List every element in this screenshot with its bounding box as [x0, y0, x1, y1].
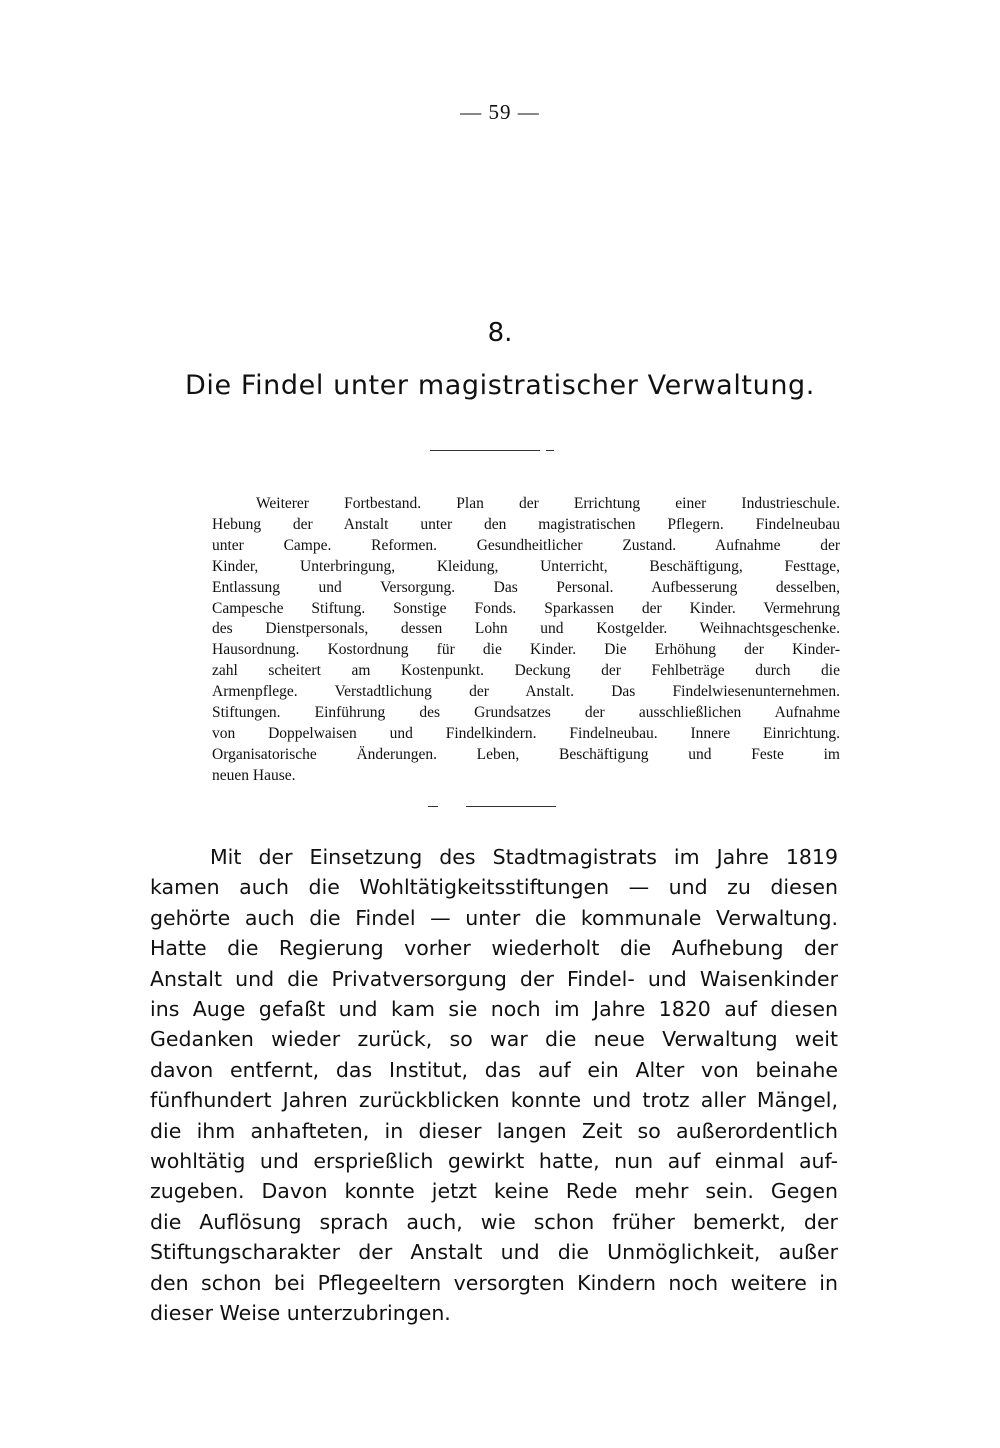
body-line: kamen auch die Wohltätigkeitsstiftungen — und zu diesen — [150, 875, 838, 900]
summary-line: zahl scheitert am Kostenpunkt. Deckung der Fehlbeträge durch die — [212, 662, 840, 680]
body-paragraph — [150, 842, 838, 1329]
body-line: gehörte auch die Findel — unter die kommunale Verwaltung. — [150, 905, 838, 930]
body-line: den schon bei Pflegeeltern versorgten Kindern noch weitere in — [150, 1270, 838, 1295]
summary-line: Hebung der Anstalt unter den magistratischen Pflegern. Findelneubau — [212, 515, 840, 533]
body-line: ins Auge gefaßt und kam sie noch im Jahre 1820 auf diesen — [150, 997, 838, 1022]
body-line: wohltätig und ersprießlich gewirkt hatte, nun auf einmal auf- — [150, 1149, 838, 1174]
body-line: Anstalt und die Privatversorgung der Findel- und Waisenkinder — [150, 966, 838, 991]
divider-bottom — [466, 806, 556, 807]
summary-line: Hausordnung. Kostordnung für die Kinder. Die Erhöhung der Kinder- — [212, 641, 840, 659]
divider-top-dash — [546, 450, 554, 451]
body-line: Stiftungscharakter der Anstalt und die Unmöglichkeit, außer — [150, 1240, 838, 1265]
body-line: Hatte die Regierung vorher wiederholt die Aufhebung der — [150, 936, 838, 961]
body-line: dieser Weise unterzubringen. — [150, 1301, 451, 1326]
body-line: die ihm anhafteten, in dieser langen Zeit so außerordentlich — [150, 1118, 838, 1143]
chapter-number: 8. — [487, 318, 513, 348]
body-line: die Auflösung sprach auch, wie schon früher bemerkt, der — [150, 1209, 838, 1234]
summary-line: Stiftungen. Einführung des Grundsatzes der ausschließlichen Aufnahme — [212, 704, 840, 722]
summary-line: Organisatorische Änderungen. Leben, Beschäftigung und Feste im — [212, 745, 840, 763]
summary-line: des Dienstpersonals, dessen Lohn und Kostgelder. Weihnachtsgeschenke. — [212, 620, 840, 638]
summary-line: neuen Hause. — [212, 766, 296, 784]
chapter-summary — [212, 494, 840, 787]
chapter-title: Die Findel unter magistratischer Verwaltung. — [185, 370, 815, 401]
body-line: fünfhundert Jahren zurückblicken konnte und trotz aller Mängel, — [150, 1088, 838, 1113]
summary-line: Kinder, Unterbringung, Kleidung, Unterricht, Beschäftigung, Festtage, — [212, 557, 840, 575]
divider-bottom-dash — [428, 806, 438, 807]
body-line: Mit der Einsetzung des Stadtmagistrats im Jahre 1819 — [210, 845, 838, 869]
summary-line: von Doppelwaisen und Findelkindern. Findelneubau. Innere Einrichtung. — [212, 724, 840, 742]
summary-line: Entlassung und Versorgung. Das Personal. Aufbesserung desselben, — [212, 578, 840, 596]
summary-line: Weiterer Fortbestand. Plan der Errichtung einer Industrieschule. — [256, 495, 840, 512]
body-line: zugeben. Davon konnte jetzt keine Rede mehr sein. Gegen — [150, 1179, 838, 1204]
summary-line: Campesche Stiftung. Sonstige Fonds. Sparkassen der Kinder. Vermehrung — [212, 599, 840, 617]
summary-line: Armenpflege. Verstadtlichung der Anstalt. Das Findelwiesenunternehmen. — [212, 683, 840, 701]
page-number-header: — 59 — — [460, 100, 540, 124]
body-line: davon entfernt, das Institut, das auf ein Alter von beinahe — [150, 1057, 838, 1082]
divider-top — [430, 450, 540, 451]
summary-line: unter Campe. Reformen. Gesundheitlicher Zustand. Aufnahme der — [212, 536, 840, 554]
body-line: Gedanken wieder zurück, so war die neue Verwaltung weit — [150, 1027, 838, 1052]
